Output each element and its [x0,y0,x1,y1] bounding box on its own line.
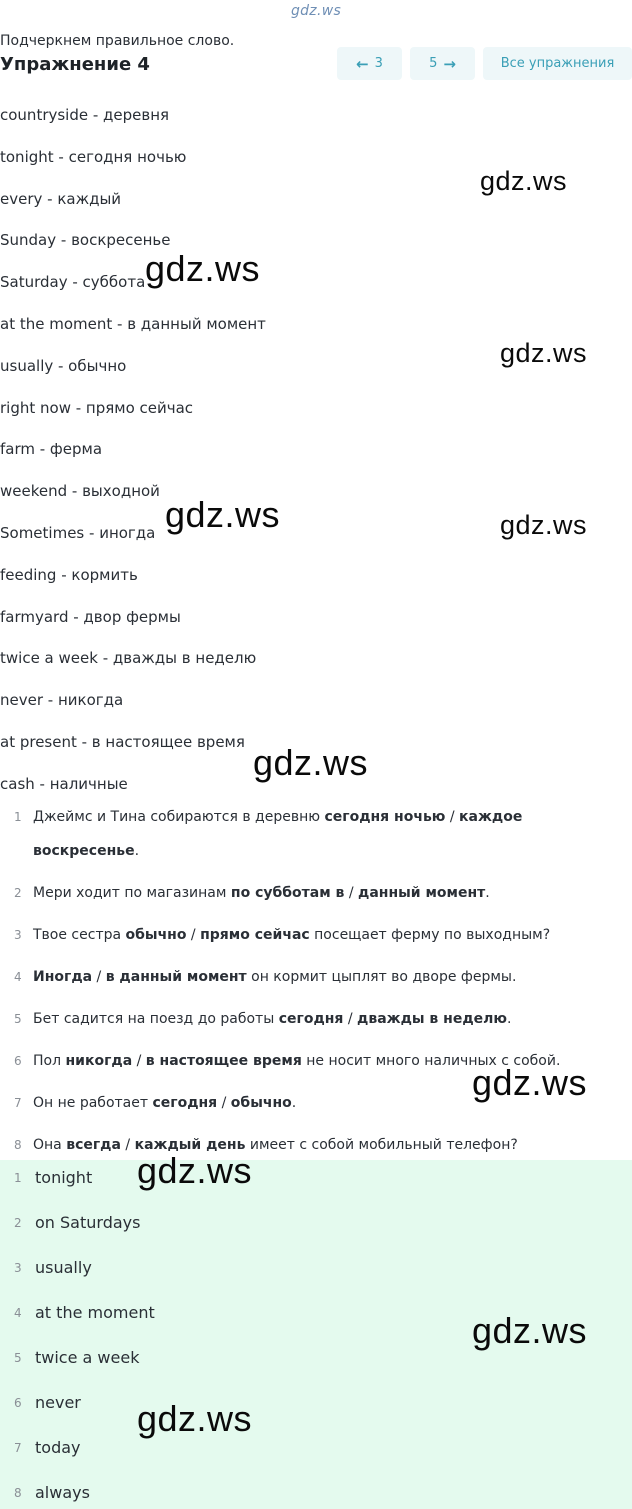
sentence-fragment: Джеймс и Тина собираются в деревню [33,809,325,825]
task-number: 2 [14,886,22,900]
watermark: gdz.ws [137,1398,253,1439]
watermark: gdz.ws [165,494,281,535]
task-number: 8 [14,1138,22,1152]
answer-option: прямо сейчас [200,927,310,943]
sentence-fragment: / [343,1011,358,1027]
task-number: 5 [14,1012,22,1026]
vocab-item: Sometimes - иногда [0,524,156,542]
answer-text: at the moment [35,1303,155,1322]
answer-option: Иногда [33,969,93,985]
answer-number: 4 [14,1306,22,1320]
sentence-fragment: . [134,843,140,859]
task-number: 3 [14,928,22,942]
task-sentence [33,876,628,910]
sentence-fragment: / [132,1053,146,1069]
answer-option: сегодня ночью [324,809,446,825]
answer-option: никогда [65,1053,133,1069]
vocab-item: Sunday - воскресенье [0,231,171,250]
sentence-fragment: / [186,927,201,943]
answer-number: 3 [14,1261,22,1275]
vocab-item: feeding - кормить [0,565,138,584]
sentence-fragment: . [507,1011,512,1027]
vocab-item: at present - в настоящее время [0,733,245,751]
answer-text: tonight [35,1168,93,1187]
prev-exercise-label: 3 [374,56,383,71]
sentence-fragment: / [120,1137,135,1153]
sentence-fragment: Мери ходит по магазинам [33,885,231,901]
sentence-fragment: посещает ферму по выходным? [309,927,551,943]
answer-number: 7 [14,1441,22,1455]
next-exercise-label: 5 [429,56,438,71]
prev-exercise-button[interactable] [337,47,402,80]
sentence-fragment: / [217,1095,231,1111]
sentence-fragment: имеет с собой мобильный телефон? [245,1137,518,1153]
watermark: gdz.ws [500,510,588,540]
answer-text: never [35,1393,81,1412]
answer-option: сегодня [152,1095,218,1111]
sentence-fragment: . [485,885,490,901]
answer-option: по субботам в [230,885,345,901]
watermark: gdz.ws [472,1062,588,1103]
answer-option: в данный момент [105,969,247,985]
next-exercise-button[interactable] [410,47,475,80]
task-sentence [33,960,628,994]
vocab-item: farm - ферма [0,440,103,459]
all-exercises-button[interactable] [483,47,632,80]
vocab-item: every - каждый [0,189,122,208]
watermark: gdz.ws [472,1310,588,1351]
task-instruction: Подчеркнем правильное слово. [0,33,235,49]
task-number: 4 [14,970,22,984]
sentence-fragment: Он не работает [33,1095,153,1111]
vocab-item: weekend - выходной [0,482,160,501]
vocab-item: farmyard - двор фермы [0,607,181,626]
sentence-fragment: он кормит цыплят во дворе фермы. [246,969,517,985]
answer-text: today [35,1438,81,1457]
answer-option: обычно [125,927,187,943]
vocab-item: twice a week - дважды в неделю [0,649,257,668]
page-title: Упражнение 4 [0,54,150,75]
watermark: gdz.ws [137,1150,253,1191]
sentence-fragment: Она [33,1137,67,1153]
arrow-right-icon: → [443,54,456,73]
answer-text: on Saturdays [35,1213,141,1232]
sentence-fragment: / [445,809,460,825]
task-sentence [33,1002,628,1036]
answer-option: сегодня [278,1011,344,1027]
answer-option: дважды в неделю [357,1011,507,1027]
sentence-fragment: / [92,969,106,985]
task-number: 6 [14,1054,22,1068]
vocab-item: never - никогда [0,691,124,710]
sentence-fragment: не носит много наличных с собой. [301,1053,561,1069]
task-sentence [33,918,628,952]
watermark: gdz.ws [253,742,369,783]
answer-text: always [35,1483,90,1502]
answer-number: 8 [14,1486,22,1500]
task-sentence [33,1128,628,1162]
answer-option: данный момент [358,885,486,901]
answer-number: 6 [14,1396,22,1410]
answer-option: в настоящее время [145,1053,302,1069]
answer-option: обычно [230,1095,292,1111]
answer-number: 1 [14,1171,22,1185]
sentence-fragment: Твое сестра [33,927,126,943]
answer-option: всегда [66,1137,121,1153]
answer-text: usually [35,1258,92,1277]
sentence-fragment: Пол [33,1053,66,1069]
answer-option: каждый день [134,1137,246,1153]
sentence-fragment: / [344,885,359,901]
answer-number: 2 [14,1216,22,1230]
vocab-item: usually - обычно [0,356,127,375]
vocab-item: right now - прямо сейчас [0,398,194,417]
site-watermark-top: gdz.ws [290,3,342,19]
arrow-left-icon: ← [356,54,369,73]
sentence-fragment: Бет садится на поезд до работы [33,1011,279,1027]
vocab-item: tonight - сегодня ночью [0,147,187,166]
answer-number: 5 [14,1351,22,1365]
task-sentence [33,800,628,868]
answer-text: twice a week [35,1348,140,1367]
answer-option: каждое воскресенье [33,809,523,859]
vocab-item: cash - наличные [0,774,128,793]
vocab-item: countryside - деревня [0,106,170,124]
task-number: 1 [14,810,22,824]
sentence-fragment: . [291,1095,297,1111]
watermark: gdz.ws [480,166,568,196]
vocab-item: at the moment - в данный момент [0,315,266,333]
task-number: 7 [14,1096,22,1110]
watermark: gdz.ws [500,338,588,368]
vocab-item: Saturday - суббота [0,273,146,292]
all-exercises-label: Все упражнения [500,56,615,71]
watermark: gdz.ws [145,248,261,289]
